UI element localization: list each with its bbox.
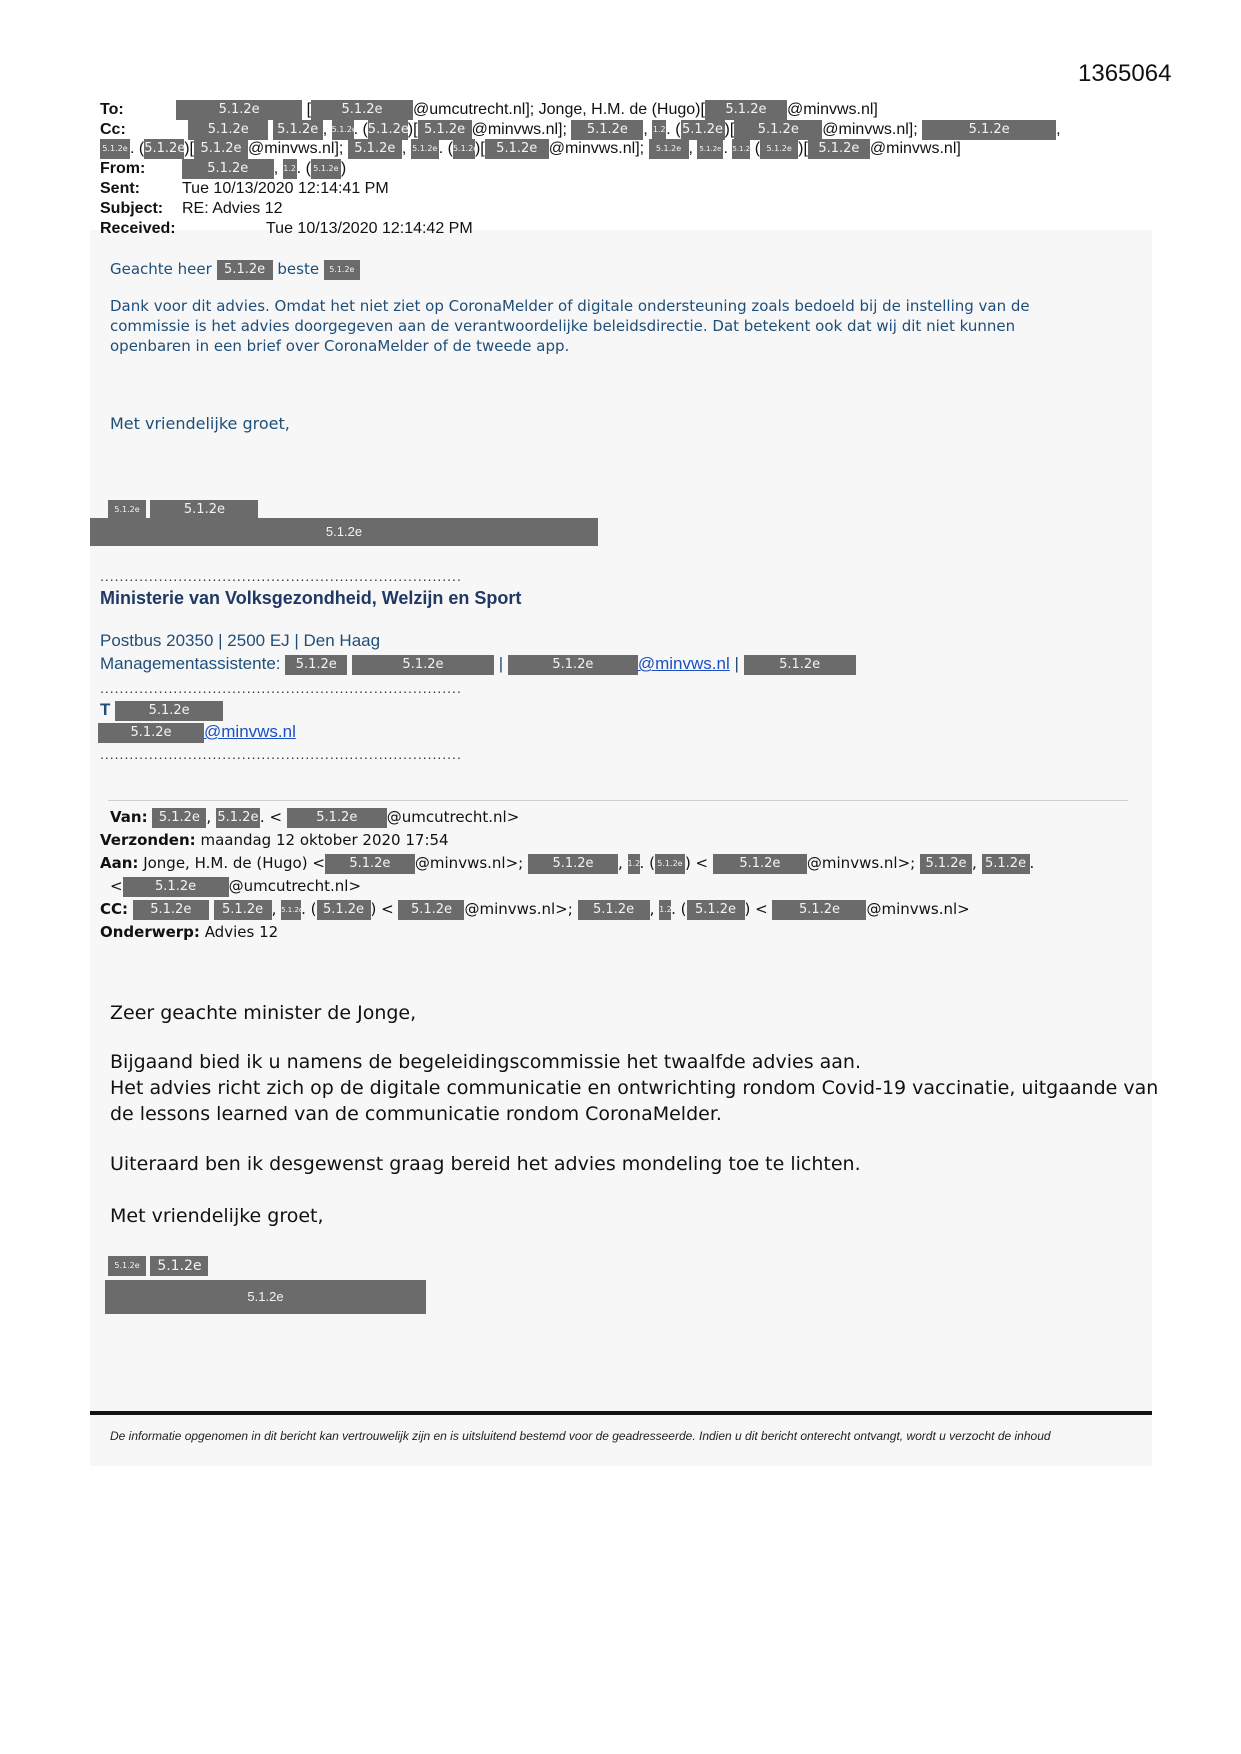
role-label: Managementassistente:: [100, 654, 281, 673]
verzonden-label: Verzonden:: [100, 831, 196, 849]
redaction: 5.1.2e: [411, 139, 439, 159]
to-name: Jonge, H.M. de (Hugo)[: [538, 101, 705, 119]
cc-mail6: @minvws.nl]: [869, 140, 961, 158]
footer-disclaimer: De informatie opgenomen in dit bericht kan vertrouwelijk zijn en is uitsluitend bestemd voor de geadresseerde. Indien u dit bericht onterecht ontvangt, wordt u verzocht de inhoud: [110, 1429, 1051, 1443]
redaction: 5.1.2e: [453, 139, 475, 159]
redaction: 5.1.2e: [100, 139, 130, 159]
redaction: 5.1.2e: [216, 808, 260, 828]
redaction: 5.1.2e: [281, 900, 301, 920]
redaction: 5.1.2e: [317, 900, 371, 920]
redaction: 5.1.2e: [734, 120, 822, 140]
cc-mail2: @minvws.nl>: [866, 900, 970, 918]
greeting-b: beste: [277, 260, 320, 278]
redaction: 5.1.2e: [578, 900, 650, 920]
redaction: 5.1.2e: [687, 900, 745, 920]
redaction: 5.1.2e: [311, 100, 413, 120]
cc-label: Cc:: [100, 121, 126, 139]
reply-closing: Met vriendelijke groet,: [110, 414, 290, 433]
subject-value: RE: Advies 12: [182, 200, 283, 217]
onderwerp-label: Onderwerp:: [100, 923, 200, 941]
aan-mail3: @umcutrecht.nl>: [228, 877, 362, 895]
orig-line: Het advies richt zich op de digitale communicatie en ontwrichting rondom Covid-19 vaccinatie, uitgaande van: [110, 1077, 1159, 1099]
document-id: 1365064: [1078, 60, 1172, 87]
cc-mail1: @minvws.nl>;: [464, 900, 573, 918]
header-cc-line1: Cc: 5.1.2e 5.1.2e , 5.1.2e. (5.1.2e)[ 5.1.2e @minvws.nl]; 5.1.2e , 1.2. (5.1.2e)[ 5.1.2e @minvws.nl]; 5.1.2e ,: [100, 121, 1061, 139]
redaction: 5.1.2e: [508, 655, 638, 675]
redaction: 5.1.2e: [217, 260, 273, 280]
received-value: Tue 10/13/2020 12:14:42 PM: [266, 220, 473, 237]
email-line: [98, 722, 296, 743]
cc-mail4: @minvws.nl];: [548, 140, 645, 158]
redaction: 5.1.2e: [123, 877, 229, 897]
redaction: 5.1.2e: [182, 159, 274, 179]
redaction: 5.1.2e: [368, 120, 408, 140]
footer-rule: [90, 1411, 1152, 1415]
reply-body: [110, 296, 1030, 356]
redaction: 5.1.2e: [214, 900, 272, 920]
from-label: From:: [100, 160, 146, 178]
redaction: 5.1.2e: [649, 139, 689, 159]
header-to: To: 5.1.2e [ 5.1.2e @umcutrecht.nl]; Jonge, H.M. de (Hugo)[ 5.1.2e @minvws.nl]: [100, 101, 878, 119]
to-mail-vws: @minvws.nl]: [786, 101, 878, 119]
redaction: 5.1.2e: [98, 723, 204, 743]
t-label: T: [100, 700, 111, 719]
redaction: 5.1.2e: [133, 900, 209, 920]
orig-verzonden: [100, 830, 449, 850]
redaction: 5.1.2e: [115, 701, 223, 721]
orig-van: Van: 5.1.2e , 5.1.2e. < 5.1.2e @umcutrecht.nl>: [110, 808, 520, 826]
redaction: 5.1.2e: [176, 100, 302, 120]
header-sent: [100, 179, 389, 199]
orig-onderwerp: [100, 922, 278, 942]
ministry-address: Postbus 20350 | 2500 EJ | Den Haag: [100, 631, 381, 650]
email-link[interactable]: @minvws.nl: [204, 722, 296, 741]
to-mail-umc: @umcutrecht.nl];: [413, 101, 535, 119]
redaction: 5.1.2e: [144, 139, 184, 159]
signature-redaction-bar: 5.1.2e: [90, 518, 598, 546]
orig-line: Bijgaand bied ik u namens de begeleidingscommissie het twaalfde advies aan.: [110, 1051, 862, 1073]
cc-mail2: @minvws.nl];: [822, 121, 918, 139]
orig-paragraph-1: [110, 1049, 1158, 1127]
redaction: 5.1.2e: [348, 139, 402, 159]
sent-label: Sent:: [100, 180, 140, 197]
aan-label: Aan:: [100, 854, 139, 872]
redaction: 5.1.2e: [418, 120, 472, 140]
redaction: 5.1.2e: [352, 655, 494, 675]
aan-mail1: @minvws.nl>;: [414, 854, 524, 872]
redaction: 5.1.2e: [273, 120, 323, 140]
orig-aan-line2: < 5.1.2e @umcutrecht.nl>: [110, 877, 362, 895]
van-label: Van:: [110, 808, 148, 826]
redaction: 5.1.2e: [311, 159, 341, 179]
aan-mail2: @minvws.nl>;: [806, 854, 916, 872]
redaction: 5.1.2e: [744, 655, 856, 675]
received-label: Received:: [100, 220, 176, 237]
redaction: 5.1.2e: [332, 120, 354, 140]
redaction: 5.1.2e: [108, 1256, 146, 1276]
redaction: 5.1.2e: [922, 120, 1056, 140]
header-from: From: 5.1.2e , 1.2. ( 5.1.2e ): [100, 160, 347, 178]
divider-line: [108, 800, 1128, 801]
cc-label: CC:: [100, 900, 129, 918]
dotted-separator: ..........................................................................: [100, 568, 462, 584]
redaction: 5.1.2e: [287, 808, 387, 828]
redaction: 5.1.2e: [325, 854, 415, 874]
redaction: 5.1.2e: [681, 120, 725, 140]
cc-mail1: @minvws.nl];: [471, 121, 567, 139]
van-mail: @umcutrecht.nl>: [386, 808, 520, 826]
redaction: 5.1.2e: [808, 139, 870, 159]
reply-line: openbaren in een brief over CoronaMelder of de tweede app.: [110, 337, 570, 355]
redaction: 5.1.2e: [324, 260, 360, 280]
orig-aan-line1: Aan: Jonge, H.M. de (Hugo) < 5.1.2e @minvws.nl>; 5.1.2e , 1.2. ( 5.1.2e ) < 5.1.2e @minvws.nl>; 5.1.2e , 5.1.2e .: [100, 854, 1035, 872]
orig-paragraph-2: Uiteraard ben ik desgewenst graag bereid het advies mondeling toe te lichten.: [110, 1153, 861, 1175]
separator: |: [734, 654, 739, 673]
subject-label: Subject:: [100, 200, 164, 217]
reply-line: Dank voor dit advies. Omdat het niet ziet op CoronaMelder of digitale ondersteuning zoals bedoeld bij de instelling van de: [110, 297, 1030, 315]
to-label: To:: [100, 101, 124, 119]
onderwerp-value: Advies 12: [204, 923, 279, 941]
orig-signature-redaction-bar: 5.1.2e: [105, 1280, 426, 1314]
redaction: 5.1.2e: [920, 854, 972, 874]
redaction: 5.1.2e: [697, 139, 723, 159]
reply-greeting: [110, 259, 360, 280]
cc-mail3: @minvws.nl];: [248, 140, 344, 158]
redaction: 5.1.2e: [152, 808, 206, 828]
redaction: 5.1.2e: [150, 1256, 208, 1276]
managementassistente-line: [100, 654, 856, 675]
verzonden-value: maandag 12 oktober 2020 17:54: [200, 831, 449, 849]
redaction: 5.1.2e: [705, 100, 787, 120]
redaction: 1.2: [659, 900, 671, 920]
redaction: 1.2: [652, 120, 666, 140]
phone-line: [100, 700, 223, 721]
redaction: 5.1.2e: [982, 854, 1030, 874]
redaction: 5.1.2e: [150, 500, 258, 520]
redaction: 5.1.2e: [398, 900, 464, 920]
orig-salutation: Zeer geachte minister de Jonge,: [110, 1002, 417, 1024]
ministry-name: Ministerie van Volksgezondheid, Welzijn en Sport: [100, 588, 522, 608]
redaction: 1.2: [283, 159, 297, 179]
dotted-separator: ..........................................................................: [100, 746, 462, 762]
aan-name: Jonge, H.M. de (Hugo) <: [143, 854, 325, 872]
redaction: 5.1.2e: [772, 900, 866, 920]
dotted-separator: ..........................................................................: [100, 680, 462, 696]
redaction: 5.1.2e: [713, 854, 807, 874]
orig-cc: CC: 5.1.2e 5.1.2e , 5.1.2e. ( 5.1.2e ) < 5.1.2e @minvws.nl>; 5.1.2e , 1.2. ( 5.1.2e ) < 5.1.2e @minvws.nl>: [100, 900, 970, 918]
header-cc-line2: 5.1.2e . (5.1.2e)[ 5.1.2e @minvws.nl]; 5.1.2e , 5.1.2e. (5.1.2e)[ 5.1.2e @minvws.nl]; 5.1.2e , 5.1.2e . 5.1.2e ( 5.1.2e )[ 5.1.2e @minvws.nl]: [100, 139, 961, 159]
redaction: 5.1.2e: [485, 139, 549, 159]
separator: |: [498, 654, 504, 673]
redaction: 5.1.2e: [571, 120, 643, 140]
redaction: 5.1.2e: [732, 139, 750, 159]
orig-signature-redaction: [108, 1256, 208, 1276]
redaction: 1.2: [628, 854, 640, 874]
greeting-a: Geachte heer: [110, 260, 212, 278]
redaction: 5.1.2e: [528, 854, 618, 874]
redaction: 5.1.2e: [108, 500, 146, 520]
orig-line: de lessons learned van de communicatie rondom CoronaMelder.: [110, 1103, 722, 1125]
sent-value: Tue 10/13/2020 12:14:41 PM: [182, 180, 389, 197]
redaction: 5.1.2e: [655, 854, 685, 874]
email-link[interactable]: @minvws.nl: [637, 654, 730, 673]
signature-redaction: [108, 500, 258, 520]
header-subject: [100, 199, 283, 219]
redaction: 5.1.2e: [194, 139, 248, 159]
redaction: 5.1.2e: [760, 139, 798, 159]
redaction: 5.1.2e: [285, 655, 347, 675]
redaction: 5.1.2e: [188, 120, 268, 140]
orig-closing: Met vriendelijke groet,: [110, 1205, 324, 1227]
reply-line: commissie is het advies doorgegeven aan de verantwoordelijke beleidsdirectie. Dat betekent ook dat wij dit niet kunnen: [110, 317, 1016, 335]
header-received: [100, 219, 473, 239]
